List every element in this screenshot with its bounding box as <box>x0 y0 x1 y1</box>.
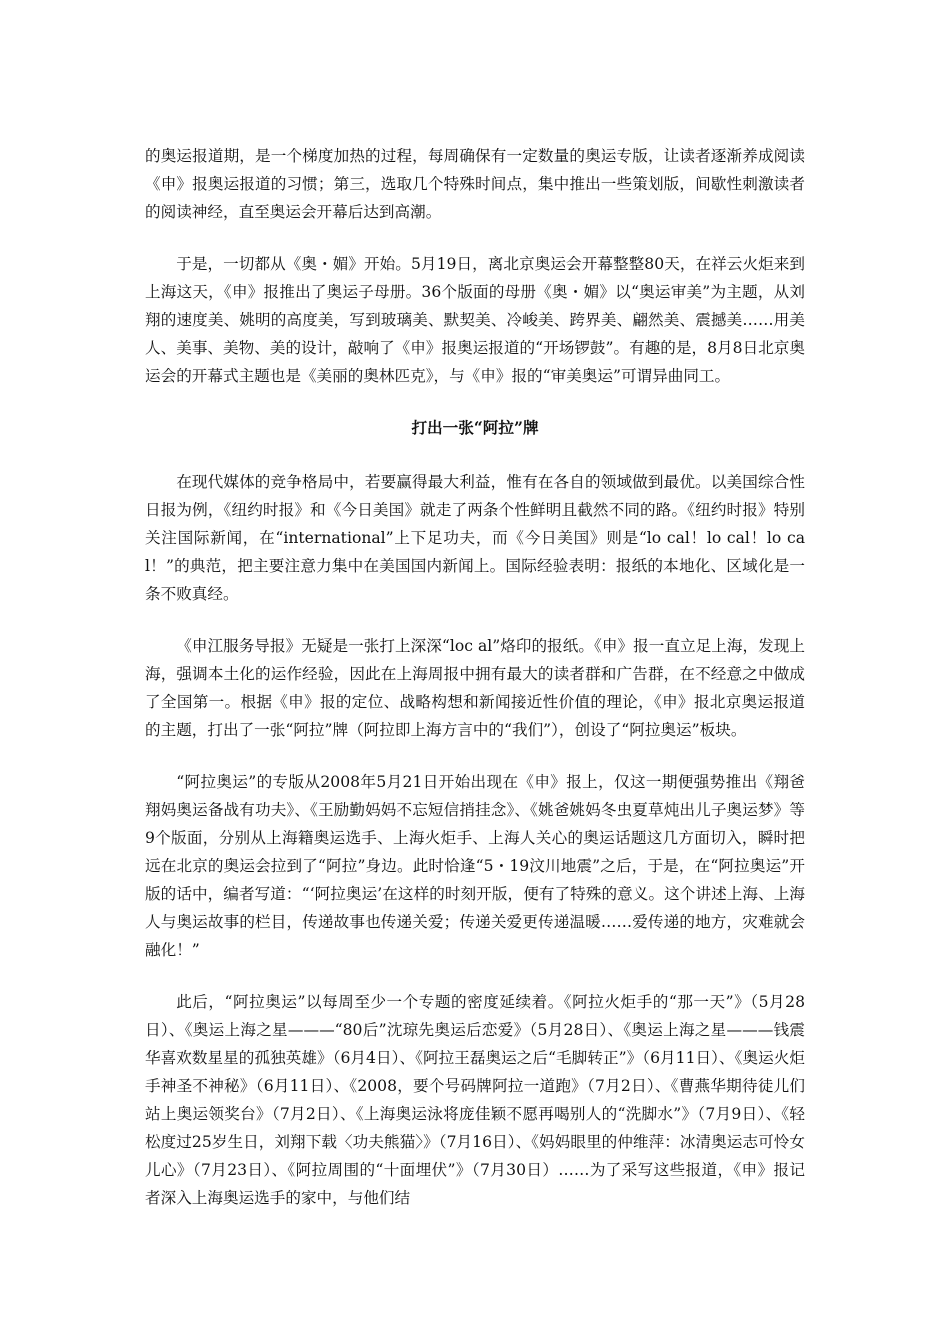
document-page <box>145 142 805 1236</box>
paragraph-continued: 的奥运报道期，是一个梯度加热的过程，每周确保有一定数量的奥运专版，让读者逐渐养成阅读《申》报奥运报道的习惯；第三，选取几个特殊时间点，集中推出一些策划版，间歇性刺激读者的阅读神经，直至奥运会开幕后达到高潮。 <box>145 147 805 221</box>
section-heading: 打出一张“阿拉”牌 <box>411 418 539 437</box>
paragraph-ala-olympics-series: 此后，“阿拉奥运”以每周至少一个专题的密度延续着。《阿拉火炬手的“那一天”》（5月28日）、《奥运上海之星———“80后”沈琼先奥运后恋爱》（5月28日）、《奥运上海之星———钱震华喜欢数星星的孤独英雄》（6月4日）、《阿拉王磊奥运之后“毛脚转正”》（6月11日）、《奥运火炬手神圣不神秘》（6月11日）、《2008，要个号码牌阿拉一道跑》（7月2日）、《曹燕华期待徒儿们站上奥运领奖台》（7月2日）、《上海奥运泳将庞佳颖不愿再喝别人的“洗脚水”》（7月9日）、《轻松度过25岁生日，刘翔下载〈功夫熊猫〉》（7月16日）、《妈妈眼里的仲维萍：冰清奥运志可怜女儿心》（7月23日）、《阿拉周围的“十面埋伏”》（7月30日）……为了采写这些报道，《申》报记者深入上海奥运选手的家中，与他们结 <box>145 993 805 1207</box>
paragraph-ao-mei: 于是，一切都从《奥・媚》开始。5月19日，离北京奥运会开幕整整80天，在祥云火炬来到上海这天，《申》报推出了奥运子母册。36个版面的母册《奥・媚》以“奥运审美”为主题，从刘翔的速度美、姚明的高度美，写到玻璃美、默契美、冷峻美、跨界美、翩然美、震撼美……用美人、美事、美物、美的设计，敲响了《申》报奥运报道的“开场锣鼓”。有趣的是，8月8日北京奥运会的开幕式主题也是《美丽的奥林匹克》，与《申》报的“审美奥运”可谓异曲同工。 <box>145 255 805 385</box>
paragraph-media-competition: 在现代媒体的竞争格局中，若要赢得最大利益，惟有在各自的领域做到最优。以美国综合性日报为例，《纽约时报》和《今日美国》就走了两条个性鲜明且截然不同的路。《纽约时报》特别关注国际新闻，在“international”上下足功夫，而《今日美国》则是“lo cal！lo cal！lo cal！”的典范，把主要注意力集中在美国国内新闻上。国际经验表明：报纸的本地化、区域化是一条不败真经。 <box>145 473 805 603</box>
paragraph-ala-olympics-launch: “阿拉奥运”的专版从2008年5月21日开始出现在《申》报上，仅这一期便强势推出《翔爸翔妈奥运备战有功夫》、《王励勤妈妈不忘短信捎挂念》、《姚爸姚妈冬虫夏草炖出儿子奥运梦》等9个版面，分别从上海籍奥运选手、上海火炬手、上海人关心的奥运话题这几方面切入，瞬时把远在北京的奥运会拉到了“阿拉”身边。此时恰逢“5・19汶川地震”之后，于是，在“阿拉奥运”开版的话中，编者写道：“‘阿拉奥运’在这样的时刻开版，便有了特殊的意义。这个讲述上海、上海人与奥运故事的栏目，传递故事也传递关爱；传递关爱更传递温暖……爱传递的地方，灾难就会融化！” <box>145 773 805 959</box>
paragraph-shenjiang-local: 《申江服务导报》无疑是一张打上深深“loc al”烙印的报纸。《申》报一直立足上海，发现上海，强调本土化的运作经验，因此在上海周报中拥有最大的读者群和广告群，在不经意之中做成了全国第一。根据《申》报的定位、战略构想和新闻接近性价值的理论，《申》报北京奥运报道的主题，打出了一张“阿拉”牌（阿拉即上海方言中的“我们”），创设了“阿拉奥运”板块。 <box>145 637 805 739</box>
